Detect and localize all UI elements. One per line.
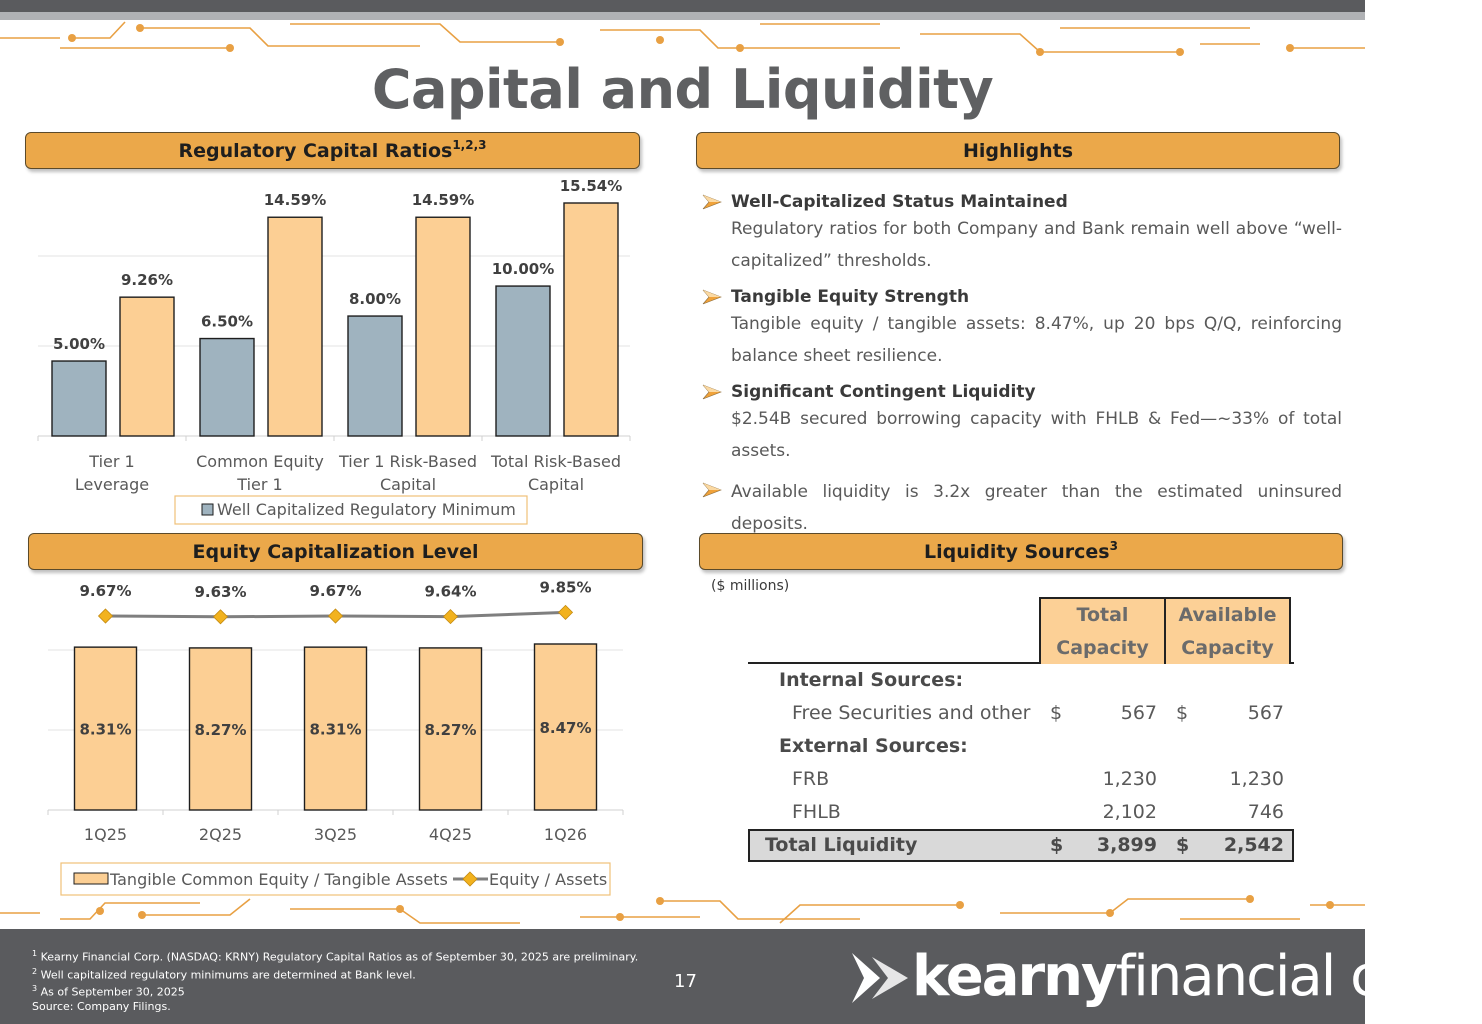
total-capacity-value: 567 <box>1120 702 1157 724</box>
bar <box>200 339 254 436</box>
column-header-total-capacity <box>1039 597 1166 664</box>
footnote-text: Kearny Financial Corp. (NASDAQ: KRNY) Regulatory Capital Ratios as of September 30, 2025 are preliminary. <box>37 950 639 964</box>
highlight-item <box>702 192 1342 277</box>
category-label: Leverage <box>74 475 150 494</box>
legend-label: Equity / Assets <box>489 870 608 889</box>
total-liquidity-row <box>748 829 1294 862</box>
footnote-number: 3 <box>32 984 38 994</box>
liquidity-table <box>748 597 1294 862</box>
available-capacity-value: 567 <box>1247 702 1284 724</box>
bar <box>496 286 550 436</box>
circuit-decoration-top <box>0 20 1365 60</box>
top-bar <box>0 0 1365 12</box>
footnote <box>32 965 638 983</box>
legend-swatch <box>74 873 108 884</box>
page-title: Capital and Liquidity <box>371 58 994 121</box>
line-marker <box>214 610 228 624</box>
line-marker <box>444 610 458 624</box>
category-label: Tier 1 <box>237 475 283 494</box>
legend-label: Well Capitalized Regulatory Minimum <box>217 500 516 519</box>
orange-arrow-bullet-icon <box>702 194 722 210</box>
header-line: Capacity <box>1181 636 1274 659</box>
orange-arrow-bullet-icon <box>702 289 722 305</box>
category-label: Common Equity <box>196 452 324 471</box>
liquidity-sources-header-label: Liquidity Sources <box>924 540 1110 563</box>
footnote <box>32 982 638 1000</box>
footnote-number: 2 <box>32 966 38 976</box>
data-label: 8.27% <box>424 720 477 739</box>
currency-symbol: $ <box>1176 702 1189 724</box>
logo-wordmark <box>912 945 1482 1009</box>
total-capacity-value: 1,230 <box>1102 768 1157 790</box>
table-row <box>748 730 1294 763</box>
currency-symbol: $ <box>1050 702 1063 724</box>
row-label: Internal Sources: <box>779 669 964 691</box>
orange-arrow-bullet-icon <box>702 384 722 400</box>
table-row <box>748 664 1294 697</box>
highlight-text: Available liquidity is 3.2x greater than the estimated uninsured deposits. <box>731 482 1342 534</box>
highlights-list <box>702 192 1342 540</box>
highlight-title: Well-Capitalized Status Maintained <box>731 192 1068 212</box>
legend-label: Tangible Common Equity / Tangible Assets <box>110 870 448 889</box>
highlight-title: Significant Contingent Liquidity <box>731 382 1036 402</box>
highlight-item <box>702 382 1342 467</box>
highlight-text: $2.54B secured borrowing capacity with FHLB & Fed—~33% of total assets. <box>731 409 1342 461</box>
row-label: External Sources: <box>779 735 968 757</box>
header-line: Total <box>1076 603 1129 626</box>
bar <box>416 217 470 436</box>
row-label: FRB <box>792 768 830 790</box>
category-label: Capital <box>527 475 585 494</box>
footnote <box>32 947 638 965</box>
data-label: 8.31% <box>309 720 362 739</box>
kearny-logo-chevron-icon <box>850 951 912 1005</box>
orange-arrow-bullet-icon <box>702 482 722 498</box>
bar <box>564 203 618 436</box>
category-label: 4Q25 <box>428 825 473 844</box>
category-label: Total Risk-Based <box>491 452 621 471</box>
column-header-available-capacity <box>1164 597 1291 664</box>
logo-wordmark-bold: kearny <box>912 944 1116 1009</box>
bar <box>348 316 402 436</box>
data-label: 8.31% <box>79 720 132 739</box>
page-number: 17 <box>674 971 697 992</box>
equity-capitalization-header-label: Equity Capitalization Level <box>192 540 479 563</box>
data-label: 9.85% <box>539 578 592 597</box>
line-marker <box>99 609 113 623</box>
category-label: 1Q26 <box>543 825 588 844</box>
liquidity-sources-footnote-ref: 3 <box>1109 538 1118 553</box>
regulatory-capital-footnote-ref: 1,2,3 <box>452 137 487 152</box>
logo-wordmark-light: financial corp. <box>1115 944 1482 1009</box>
regulatory-capital-chart <box>25 170 645 530</box>
units-label: ($ millions) <box>711 578 790 594</box>
total-capacity-value: 2,102 <box>1102 801 1157 823</box>
highlight-text: Tangible equity / tangible assets: 8.47%, up 20 bps Q/Q, reinforcing balance sheet resilience. <box>731 314 1342 366</box>
row-label: Total Liquidity <box>765 834 918 856</box>
highlight-item <box>702 476 1342 540</box>
table-row <box>748 763 1294 796</box>
footnote <box>32 1000 638 1014</box>
highlight-title: Tangible Equity Strength <box>731 287 970 307</box>
category-label: 3Q25 <box>313 825 358 844</box>
data-label: 9.67% <box>79 582 132 600</box>
data-label: 8.27% <box>194 720 247 739</box>
data-label: 14.59% <box>263 191 327 210</box>
data-label: 9.67% <box>309 582 362 600</box>
row-label: Free Securities and other <box>792 702 1031 724</box>
data-label: 8.00% <box>348 290 402 309</box>
company-logo <box>850 944 1482 1009</box>
data-label: 5.00% <box>52 335 106 354</box>
data-label: 15.54% <box>559 177 623 195</box>
footnote-number: 1 <box>32 949 38 958</box>
highlights-header-label: Highlights <box>962 139 1074 162</box>
category-label: Tier 1 <box>89 452 135 471</box>
table-row <box>748 796 1294 829</box>
footnote-text: Well capitalized regulatory minimums are determined at Bank level. <box>37 968 416 982</box>
regulatory-capital-header-label: Regulatory Capital Ratios <box>178 139 453 162</box>
data-label: 9.26% <box>120 271 174 290</box>
currency-symbol: $ <box>1176 834 1190 856</box>
footnotes <box>32 947 638 1014</box>
highlight-text: Regulatory ratios for both Company and Bank remain well above “well-capitalized” thresholds. <box>731 219 1342 271</box>
table-row <box>748 697 1294 730</box>
highlight-item <box>702 287 1342 372</box>
category-label: 2Q25 <box>198 825 243 844</box>
line-marker <box>329 609 343 623</box>
available-capacity-value: 746 <box>1247 801 1284 823</box>
header-line: Available <box>1178 603 1277 626</box>
data-label: 9.63% <box>194 582 247 601</box>
available-capacity-value: 1,230 <box>1229 768 1284 790</box>
data-label: 9.64% <box>424 582 477 601</box>
equity-capitalization-header <box>28 533 643 570</box>
bar <box>268 217 322 436</box>
bar <box>120 297 174 436</box>
line-marker <box>559 605 573 619</box>
available-capacity-value: 2,542 <box>1223 834 1284 856</box>
data-label: 14.59% <box>411 191 475 210</box>
regulatory-capital-header <box>25 132 640 169</box>
data-label: 10.00% <box>491 260 555 279</box>
bar <box>52 361 106 436</box>
data-label: 8.47% <box>539 719 592 737</box>
equity-capitalization-chart <box>28 570 648 900</box>
category-label: 1Q25 <box>83 825 128 844</box>
legend-swatch <box>202 504 213 515</box>
total-capacity-value: 3,899 <box>1096 834 1157 856</box>
liquidity-table-header <box>748 597 1294 664</box>
header-line: Capacity <box>1056 636 1149 659</box>
footnote-text: As of September 30, 2025 <box>37 985 185 999</box>
footnote-text: Source: Company Filings. <box>32 999 171 1013</box>
top-bar-stripe <box>0 12 1365 20</box>
highlights-header <box>696 132 1340 169</box>
footer <box>0 929 1482 1024</box>
category-label: Capital <box>379 475 437 494</box>
currency-symbol: $ <box>1050 834 1064 856</box>
row-label: FHLB <box>792 801 841 823</box>
category-label: Tier 1 Risk-Based <box>339 452 477 471</box>
data-label: 6.50% <box>200 312 254 331</box>
